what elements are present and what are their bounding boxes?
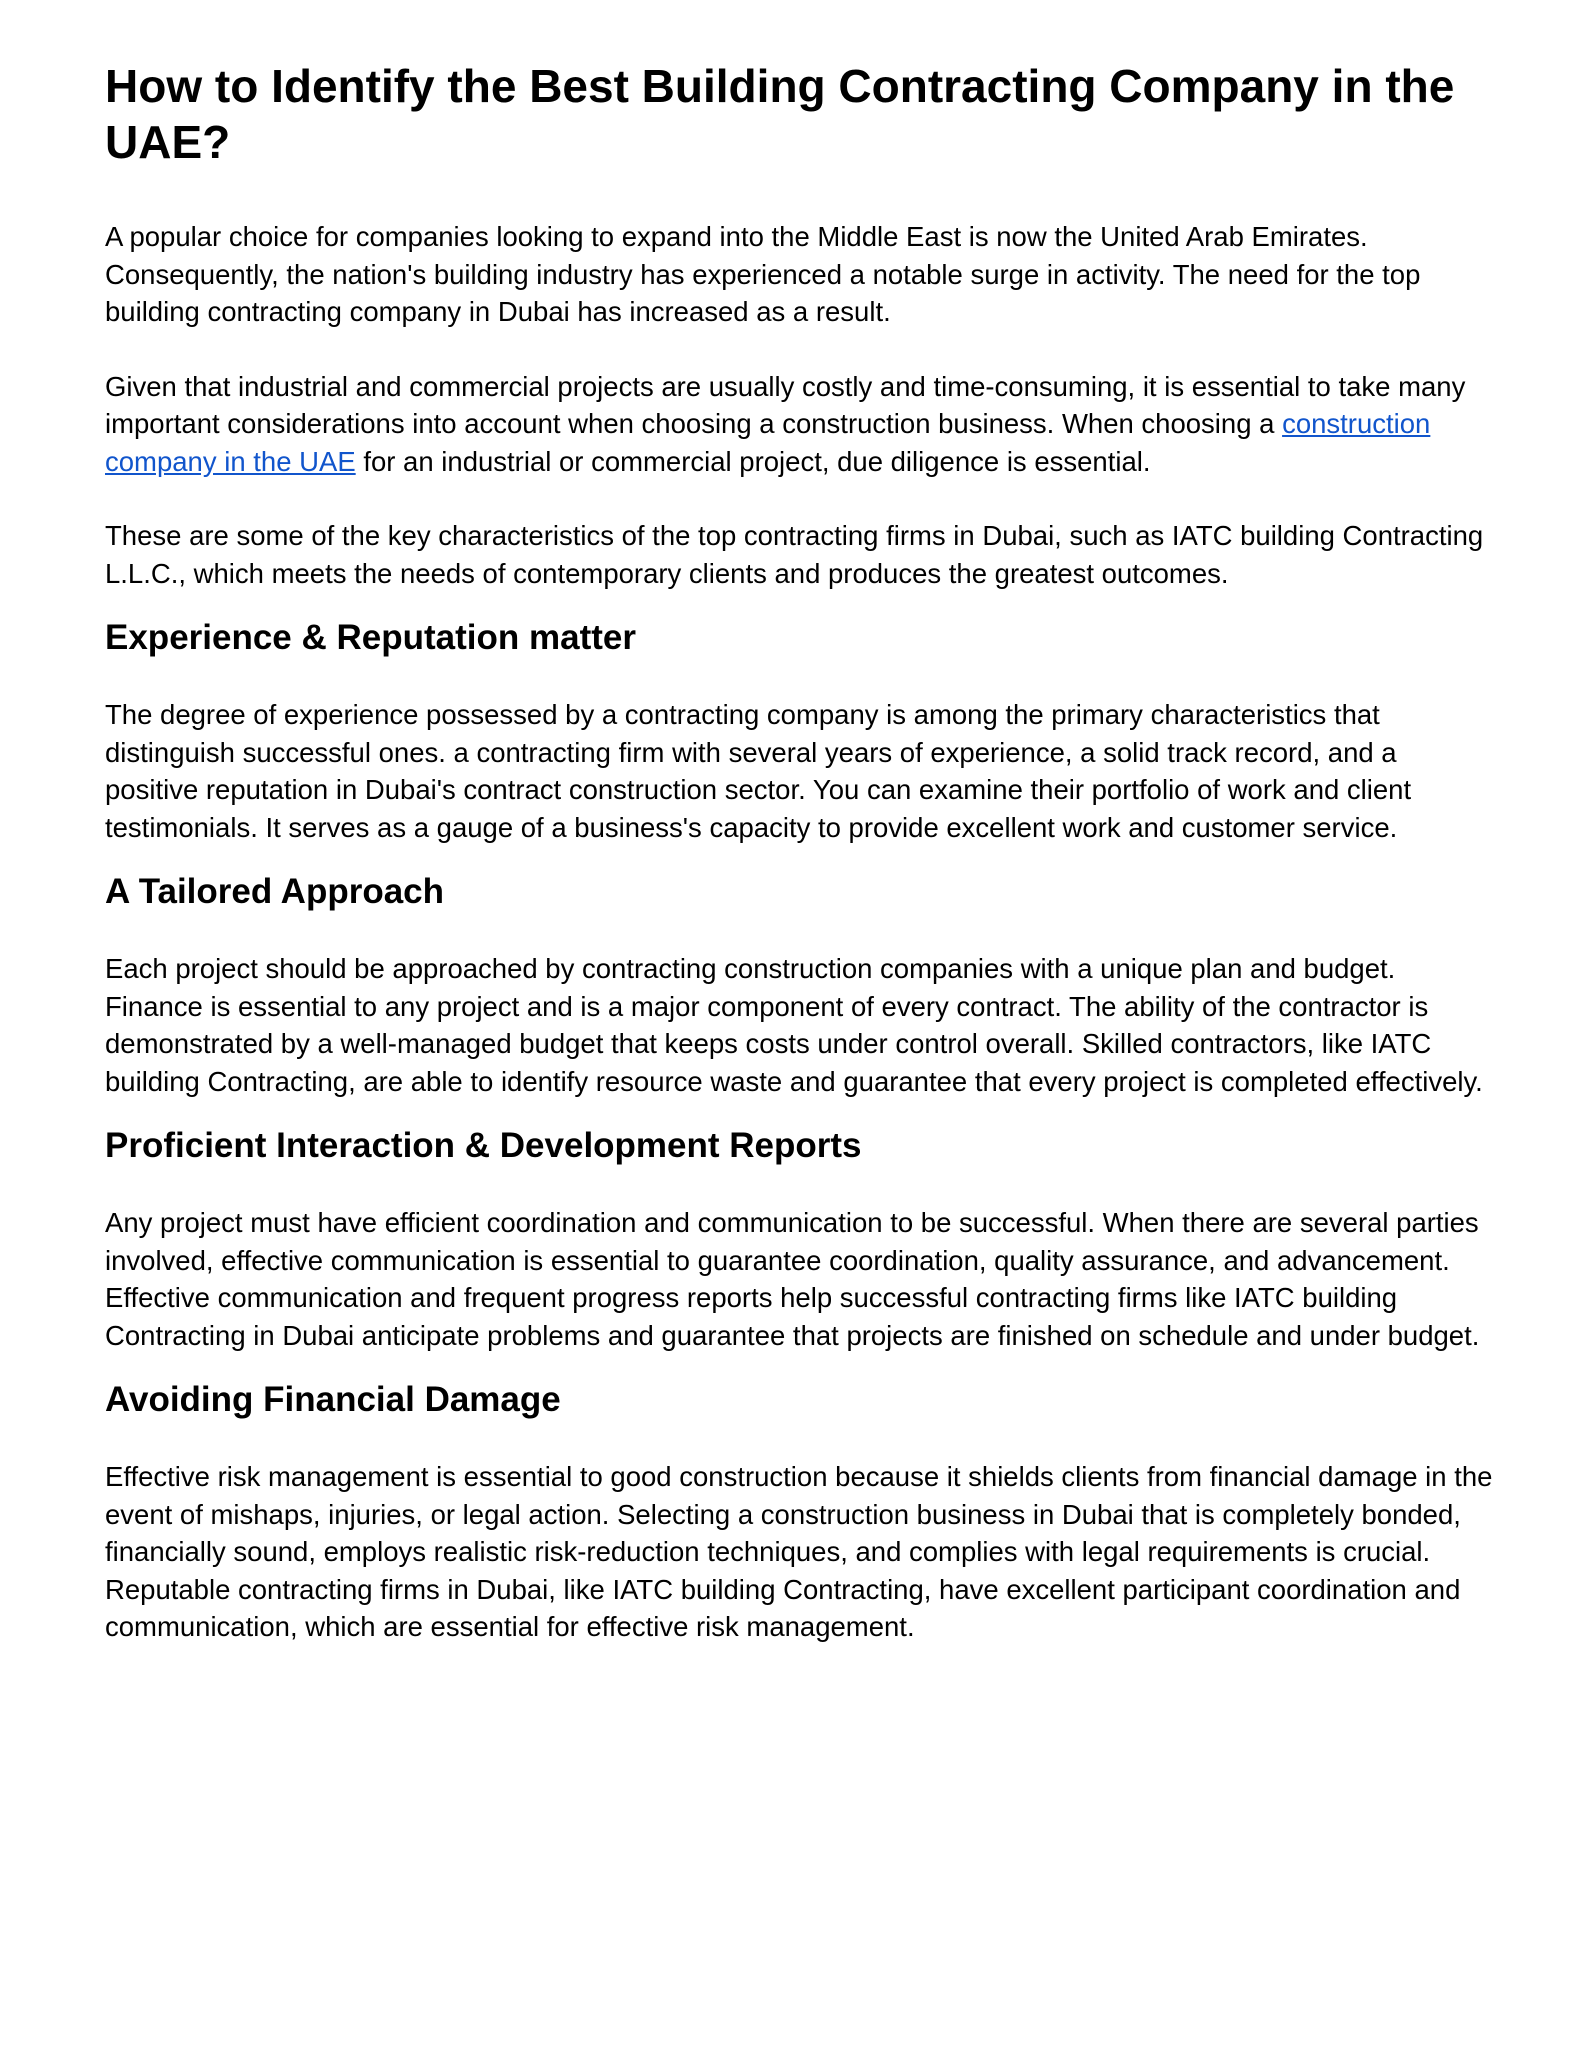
paragraph-text-before-link: Given that industrial and commercial projects are usually costly and time-consuming, it is essential to take many important considerations into account when choosing a construction business. When choosing a [105, 370, 1466, 439]
document-page [105, 58, 1495, 1670]
section-body-tailored-approach: Each project should be approached by contracting construction companies with a unique plan and budget. Finance is essential to any project and is a major component of every contract. The ability of the contractor is demonstrated by a well-managed budget that keeps costs under control overall. Skilled contractors, like IATC building Contracting, are able to identify resource waste and guarantee that every project is completed effectively. [105, 953, 1483, 1097]
paragraph-text-after-link: for an industrial or commercial project, due diligence is essential. [355, 445, 1151, 477]
section-heading-financial-damage: Avoiding Financial Damage [105, 1380, 561, 1419]
section-heading-tailored-approach: A Tailored Approach [105, 872, 445, 911]
construction-company-uae-link[interactable]: construction company in the UAE [105, 408, 1431, 477]
intro-paragraph-1: A popular choice for companies looking to expand into the Middle East is now the United Arab Emirates. Consequently, the nation's building industry has experienced a notable surge in activity. The need for the top building contracting company in Dubai has increased as a result. [105, 221, 1421, 327]
section-body-interaction-reports: Any project must have efficient coordination and communication to be successful. When there are several parties involved, effective communication is essential to guarantee coordination, quality assurance, and advancement. Effective communication and frequent progress reports help successful contracting firms like IATC building Contracting in Dubai anticipate problems and guarantee that projects are finished on schedule and under budget. [105, 1207, 1480, 1351]
section-heading-interaction-reports: Proficient Interaction & Development Reports [105, 1126, 862, 1165]
page-title: How to Identify the Best Building Contracting Company in the UAE? [105, 60, 1455, 168]
intro-paragraph-3: These are some of the key characteristics of the top contracting firms in Dubai, such as IATC building Contracting L.L.C., which meets the needs of contemporary clients and produces the greatest outcomes. [105, 520, 1484, 589]
intro-paragraph-2 [105, 368, 1495, 481]
section-body-financial-damage: Effective risk management is essential to good construction because it shields clients from financial damage in the event of mishaps, injuries, or legal action. Selecting a construction business in Dubai that is completely bonded, financially sound, employs realistic risk-reduction techniques, and complies with legal requirements is crucial. Reputable contracting firms in Dubai, like IATC building Contracting, have excellent participant coordination and communication, which are essential for effective risk management. [105, 1461, 1493, 1642]
section-heading-experience: Experience & Reputation matter [105, 618, 636, 657]
section-body-experience: The degree of experience possessed by a contracting company is among the primary characteristics that distinguish successful ones. a contracting firm with several years of experience, a solid track record, and a positive reputation in Dubai's contract construction sector. You can examine their portfolio of work and client testimonials. It serves as a gauge of a business's capacity to provide excellent work and customer service. [105, 699, 1412, 843]
